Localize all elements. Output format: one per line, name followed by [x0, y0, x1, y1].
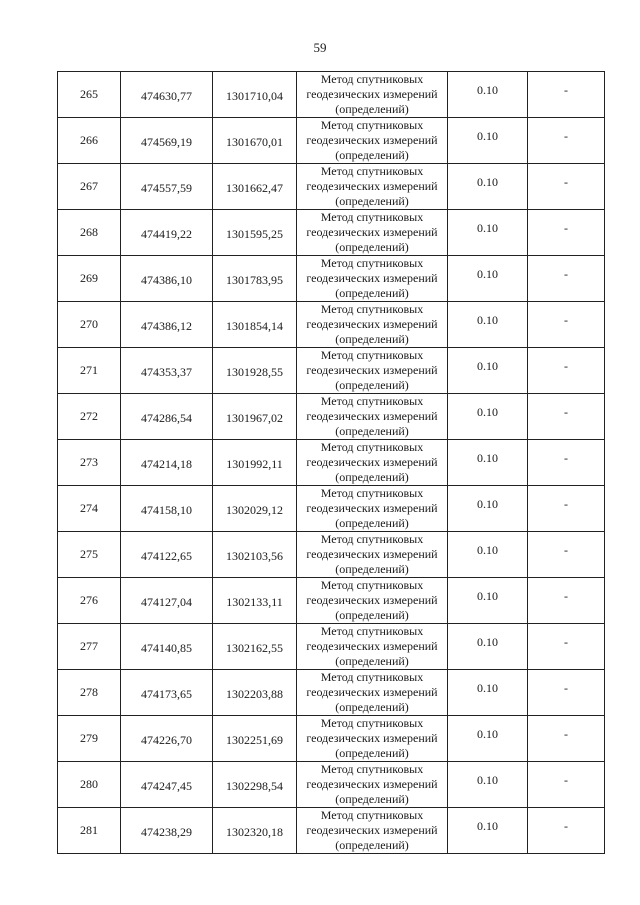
y-coordinate-cell — [213, 118, 297, 164]
y-coordinate-cell-text: 1301662,47 — [226, 181, 283, 195]
accuracy-cell-text: 0.10 — [477, 497, 498, 511]
table-row — [58, 486, 605, 532]
point-number-cell: 266 — [58, 118, 121, 164]
x-coordinate-cell-text: 474557,59 — [141, 181, 192, 195]
method-cell: Метод спутниковых геодезических измерений (определений) — [297, 670, 448, 716]
y-coordinate-cell — [213, 624, 297, 670]
point-number-cell: 268 — [58, 210, 121, 256]
method-cell: Метод спутниковых геодезических измерений (определений) — [297, 716, 448, 762]
x-coordinate-cell-text: 474386,12 — [141, 319, 192, 333]
y-coordinate-cell-text: 1302251,69 — [226, 733, 283, 747]
note-cell — [528, 394, 605, 440]
method-cell: Метод спутниковых геодезических измерений (определений) — [297, 486, 448, 532]
note-cell — [528, 118, 605, 164]
x-coordinate-cell-text: 474569,19 — [141, 135, 192, 149]
note-cell-text: - — [564, 451, 568, 465]
note-cell — [528, 72, 605, 118]
y-coordinate-cell-text: 1302298,54 — [226, 779, 283, 793]
x-coordinate-cell — [121, 578, 213, 624]
note-cell — [528, 210, 605, 256]
point-number-cell: 272 — [58, 394, 121, 440]
accuracy-cell — [448, 624, 528, 670]
coordinates-table — [57, 71, 605, 854]
x-coordinate-cell-text: 474238,29 — [141, 825, 192, 839]
x-coordinate-cell — [121, 670, 213, 716]
note-cell — [528, 762, 605, 808]
coordinates-table-body — [58, 72, 605, 854]
accuracy-cell-text: 0.10 — [477, 267, 498, 281]
note-cell — [528, 302, 605, 348]
point-number-cell: 269 — [58, 256, 121, 302]
table-row — [58, 164, 605, 210]
y-coordinate-cell — [213, 394, 297, 440]
method-cell: Метод спутниковых геодезических измерений (определений) — [297, 118, 448, 164]
y-coordinate-cell-text: 1301670,01 — [226, 135, 283, 149]
x-coordinate-cell-text: 474419,22 — [141, 227, 192, 241]
x-coordinate-cell — [121, 762, 213, 808]
x-coordinate-cell-text: 474630,77 — [141, 89, 192, 103]
note-cell — [528, 808, 605, 854]
y-coordinate-cell — [213, 486, 297, 532]
page-number: 59 — [313, 40, 327, 55]
table-row — [58, 624, 605, 670]
y-coordinate-cell — [213, 440, 297, 486]
point-number-cell: 274 — [58, 486, 121, 532]
method-cell: Метод спутниковых геодезических измерений (определений) — [297, 210, 448, 256]
x-coordinate-cell-text: 474127,04 — [141, 595, 192, 609]
x-coordinate-cell — [121, 302, 213, 348]
accuracy-cell-text: 0.10 — [477, 543, 498, 557]
accuracy-cell — [448, 256, 528, 302]
y-coordinate-cell — [213, 348, 297, 394]
y-coordinate-cell-text: 1302320,18 — [226, 825, 283, 839]
accuracy-cell — [448, 808, 528, 854]
point-number-cell: 271 — [58, 348, 121, 394]
y-coordinate-cell — [213, 72, 297, 118]
method-cell: Метод спутниковых геодезических измерений (определений) — [297, 348, 448, 394]
note-cell — [528, 716, 605, 762]
note-cell-text: - — [564, 129, 568, 143]
accuracy-cell-text: 0.10 — [477, 359, 498, 373]
y-coordinate-cell — [213, 532, 297, 578]
y-coordinate-cell — [213, 578, 297, 624]
accuracy-cell — [448, 348, 528, 394]
table-row — [58, 762, 605, 808]
accuracy-cell — [448, 440, 528, 486]
note-cell-text: - — [564, 727, 568, 741]
table-row — [58, 440, 605, 486]
method-cell: Метод спутниковых геодезических измерений (определений) — [297, 532, 448, 578]
note-cell — [528, 348, 605, 394]
accuracy-cell-text: 0.10 — [477, 681, 498, 695]
x-coordinate-cell — [121, 440, 213, 486]
y-coordinate-cell-text: 1302029,12 — [226, 503, 283, 517]
accuracy-cell-text: 0.10 — [477, 129, 498, 143]
table-row — [58, 532, 605, 578]
point-number-cell: 277 — [58, 624, 121, 670]
x-coordinate-cell-text: 474286,54 — [141, 411, 192, 425]
table-row — [58, 210, 605, 256]
note-cell-text: - — [564, 221, 568, 235]
accuracy-cell — [448, 302, 528, 348]
x-coordinate-cell — [121, 348, 213, 394]
x-coordinate-cell-text: 474140,85 — [141, 641, 192, 655]
method-cell: Метод спутниковых геодезических измерений (определений) — [297, 72, 448, 118]
accuracy-cell — [448, 532, 528, 578]
y-coordinate-cell-text: 1301992,11 — [226, 457, 283, 471]
note-cell-text: - — [564, 405, 568, 419]
y-coordinate-cell-text: 1302133,11 — [226, 595, 283, 609]
y-coordinate-cell-text: 1301783,95 — [226, 273, 283, 287]
table-row — [58, 808, 605, 854]
x-coordinate-cell — [121, 118, 213, 164]
table-row — [58, 716, 605, 762]
y-coordinate-cell-text: 1302103,56 — [226, 549, 283, 563]
x-coordinate-cell — [121, 394, 213, 440]
accuracy-cell-text: 0.10 — [477, 175, 498, 189]
note-cell-text: - — [564, 819, 568, 833]
x-coordinate-cell-text: 474386,10 — [141, 273, 192, 287]
x-coordinate-cell — [121, 256, 213, 302]
x-coordinate-cell — [121, 164, 213, 210]
accuracy-cell — [448, 118, 528, 164]
note-cell-text: - — [564, 83, 568, 97]
accuracy-cell-text: 0.10 — [477, 819, 498, 833]
table-row — [58, 302, 605, 348]
y-coordinate-cell — [213, 210, 297, 256]
note-cell-text: - — [564, 635, 568, 649]
x-coordinate-cell-text: 474122,65 — [141, 549, 192, 563]
note-cell — [528, 256, 605, 302]
method-cell: Метод спутниковых геодезических измерений (определений) — [297, 624, 448, 670]
x-coordinate-cell — [121, 72, 213, 118]
method-cell: Метод спутниковых геодезических измерений (определений) — [297, 762, 448, 808]
y-coordinate-cell — [213, 716, 297, 762]
table-row — [58, 348, 605, 394]
method-cell: Метод спутниковых геодезических измерений (определений) — [297, 808, 448, 854]
y-coordinate-cell-text: 1301854,14 — [226, 319, 283, 333]
x-coordinate-cell — [121, 624, 213, 670]
note-cell-text: - — [564, 497, 568, 511]
table-row — [58, 118, 605, 164]
table-row — [58, 72, 605, 118]
note-cell-text: - — [564, 773, 568, 787]
accuracy-cell-text: 0.10 — [477, 589, 498, 603]
accuracy-cell — [448, 394, 528, 440]
note-cell-text: - — [564, 313, 568, 327]
point-number-cell: 276 — [58, 578, 121, 624]
note-cell — [528, 670, 605, 716]
y-coordinate-cell — [213, 808, 297, 854]
method-cell: Метод спутниковых геодезических измерений (определений) — [297, 256, 448, 302]
accuracy-cell — [448, 762, 528, 808]
note-cell — [528, 164, 605, 210]
y-coordinate-cell-text: 1301710,04 — [226, 89, 283, 103]
x-coordinate-cell-text: 474247,45 — [141, 779, 192, 793]
x-coordinate-cell-text: 474226,70 — [141, 733, 192, 747]
note-cell — [528, 440, 605, 486]
accuracy-cell-text: 0.10 — [477, 635, 498, 649]
accuracy-cell-text: 0.10 — [477, 313, 498, 327]
note-cell-text: - — [564, 359, 568, 373]
method-cell: Метод спутниковых геодезических измерений (определений) — [297, 394, 448, 440]
note-cell-text: - — [564, 267, 568, 281]
note-cell — [528, 578, 605, 624]
note-cell-text: - — [564, 175, 568, 189]
table-row — [58, 394, 605, 440]
point-number-cell: 267 — [58, 164, 121, 210]
table-row — [58, 670, 605, 716]
table-row — [58, 256, 605, 302]
y-coordinate-cell-text: 1302203,88 — [226, 687, 283, 701]
y-coordinate-cell-text: 1302162,55 — [226, 641, 283, 655]
point-number-cell: 280 — [58, 762, 121, 808]
y-coordinate-cell — [213, 302, 297, 348]
y-coordinate-cell — [213, 762, 297, 808]
y-coordinate-cell-text: 1301928,55 — [226, 365, 283, 379]
table-row — [58, 578, 605, 624]
x-coordinate-cell-text: 474158,10 — [141, 503, 192, 517]
x-coordinate-cell-text: 474173,65 — [141, 687, 192, 701]
accuracy-cell — [448, 72, 528, 118]
method-cell: Метод спутниковых геодезических измерений (определений) — [297, 440, 448, 486]
point-number-cell: 278 — [58, 670, 121, 716]
x-coordinate-cell — [121, 716, 213, 762]
x-coordinate-cell — [121, 532, 213, 578]
y-coordinate-cell-text: 1301595,25 — [226, 227, 283, 241]
accuracy-cell — [448, 670, 528, 716]
note-cell — [528, 532, 605, 578]
accuracy-cell — [448, 210, 528, 256]
note-cell-text: - — [564, 589, 568, 603]
y-coordinate-cell — [213, 164, 297, 210]
note-cell-text: - — [564, 543, 568, 557]
y-coordinate-cell — [213, 670, 297, 716]
method-cell: Метод спутниковых геодезических измерений (определений) — [297, 578, 448, 624]
point-number-cell: 270 — [58, 302, 121, 348]
method-cell: Метод спутниковых геодезических измерений (определений) — [297, 302, 448, 348]
accuracy-cell-text: 0.10 — [477, 83, 498, 97]
point-number-cell: 275 — [58, 532, 121, 578]
accuracy-cell-text: 0.10 — [477, 773, 498, 787]
accuracy-cell — [448, 578, 528, 624]
note-cell — [528, 486, 605, 532]
accuracy-cell-text: 0.10 — [477, 221, 498, 235]
accuracy-cell — [448, 164, 528, 210]
x-coordinate-cell — [121, 210, 213, 256]
accuracy-cell — [448, 486, 528, 532]
x-coordinate-cell-text: 474353,37 — [141, 365, 192, 379]
point-number-cell: 281 — [58, 808, 121, 854]
y-coordinate-cell-text: 1301967,02 — [226, 411, 283, 425]
accuracy-cell-text: 0.10 — [477, 727, 498, 741]
accuracy-cell-text: 0.10 — [477, 451, 498, 465]
x-coordinate-cell — [121, 486, 213, 532]
note-cell-text: - — [564, 681, 568, 695]
method-cell: Метод спутниковых геодезических измерений (определений) — [297, 164, 448, 210]
accuracy-cell — [448, 716, 528, 762]
accuracy-cell-text: 0.10 — [477, 405, 498, 419]
point-number-cell: 279 — [58, 716, 121, 762]
note-cell — [528, 624, 605, 670]
point-number-cell: 273 — [58, 440, 121, 486]
point-number-cell: 265 — [58, 72, 121, 118]
y-coordinate-cell — [213, 256, 297, 302]
x-coordinate-cell-text: 474214,18 — [141, 457, 192, 471]
x-coordinate-cell — [121, 808, 213, 854]
